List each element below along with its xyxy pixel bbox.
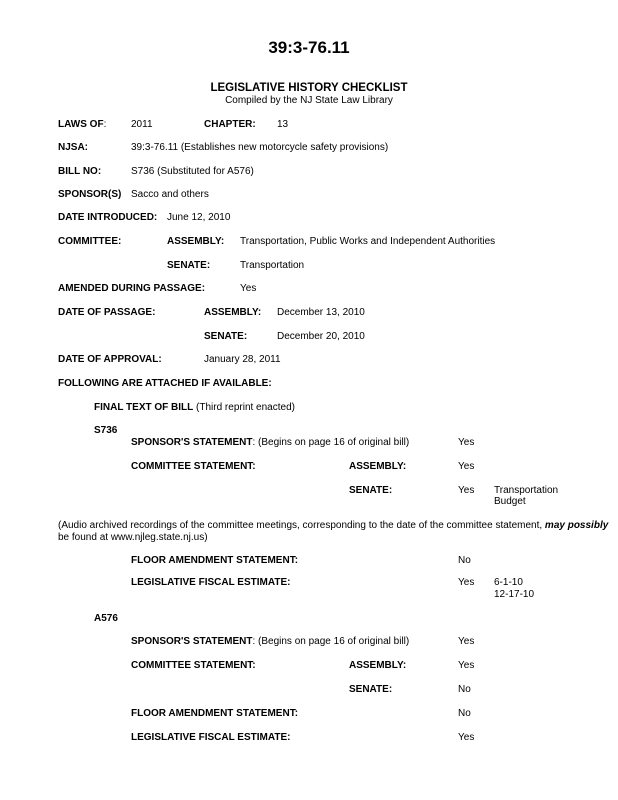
s736-senate-committee-2: Budget (494, 496, 526, 507)
s736-fiscal-date-2: 12-17-10 (494, 589, 535, 600)
committee-senate-label: SENATE: (167, 260, 211, 271)
passage-senate-label: SENATE: (204, 331, 248, 342)
sponsors-label: SPONSOR(S) (58, 189, 122, 200)
amended-value: Yes (240, 283, 257, 294)
s736-sponsor-value: Yes (458, 437, 475, 448)
a576-label: A576 (94, 613, 118, 624)
committee-senate-value: Transportation (240, 260, 305, 271)
sponsors-value: Sacco and others (131, 189, 209, 200)
passage-assembly-label: ASSEMBLY: (204, 307, 262, 318)
passage-senate-value: December 20, 2010 (277, 331, 365, 342)
s736-sponsor-statement: SPONSOR'S STATEMENT: (Begins on page 16 of original bill) (131, 437, 410, 448)
statute-title: 39:3-76.11 (268, 38, 350, 57)
a576-fiscal-label: LEGISLATIVE FISCAL ESTIMATE: (131, 732, 291, 743)
committee-assembly-value: Transportation, Public Works and Independent Authorities (240, 236, 496, 247)
s736-assembly-label: ASSEMBLY: (349, 461, 407, 472)
a576-assembly-label: ASSEMBLY: (349, 660, 407, 671)
s736-committee-statement-label: COMMITTEE STATEMENT: (131, 461, 256, 472)
amended-label: AMENDED DURING PASSAGE: (58, 283, 206, 294)
date-of-approval-label: DATE OF APPROVAL: (58, 354, 162, 365)
a576-senate-label: SENATE: (349, 684, 393, 695)
njsa-label: NJSA: (58, 142, 89, 153)
date-of-passage-label: DATE OF PASSAGE: (58, 307, 156, 318)
audio-note-line-1: (Audio archived recordings of the committee meetings, corresponding to the date of the committee statement, may possibly (58, 520, 609, 531)
a576-fiscal-value: Yes (458, 732, 475, 743)
chapter-label: CHAPTER: (204, 119, 256, 130)
passage-assembly-value: December 13, 2010 (277, 307, 365, 318)
s736-senate-committee-1: Transportation (494, 485, 559, 496)
a576-sponsor-statement: SPONSOR'S STATEMENT: (Begins on page 16 of original bill) (131, 636, 410, 647)
chapter-value: 13 (277, 119, 289, 130)
attached-heading: FOLLOWING ARE ATTACHED IF AVAILABLE: (58, 378, 272, 389)
s736-senate-value: Yes (458, 485, 475, 496)
date-introduced-label: DATE INTRODUCED: (58, 212, 158, 223)
committee-label: COMMITTEE: (58, 236, 122, 247)
laws-of-value: 2011 (131, 119, 153, 130)
a576-assembly-value: Yes (458, 660, 475, 671)
s736-floor-label: FLOOR AMENDMENT STATEMENT: (131, 555, 299, 566)
s736-label: S736 (94, 425, 118, 436)
committee-assembly-label: ASSEMBLY: (167, 236, 225, 247)
njsa-value: 39:3-76.11 (Establishes new motorcycle safety provisions) (131, 142, 389, 153)
final-text-of-bill: FINAL TEXT OF BILL (Third reprint enacted) (94, 402, 295, 413)
s736-fiscal-label: LEGISLATIVE FISCAL ESTIMATE: (131, 577, 291, 588)
s736-senate-label: SENATE: (349, 485, 393, 496)
date-of-approval-value: January 28, 2011 (204, 354, 281, 365)
laws-of-label: LAWS OF: (58, 119, 107, 130)
audio-note-line-2: be found at www.njleg.state.nj.us) (58, 532, 208, 543)
date-introduced-value: June 12, 2010 (167, 212, 231, 223)
a576-committee-statement-label: COMMITTEE STATEMENT: (131, 660, 256, 671)
checklist-title: LEGISLATIVE HISTORY CHECKLIST (210, 82, 408, 94)
a576-floor-label: FLOOR AMENDMENT STATEMENT: (131, 708, 299, 719)
a576-senate-value: No (458, 684, 471, 695)
s736-assembly-value: Yes (458, 461, 475, 472)
s736-fiscal-value: Yes (458, 577, 475, 588)
bill-no-label: BILL NO: (58, 166, 102, 177)
compiled-by: Compiled by the NJ State Law Library (225, 95, 393, 106)
a576-sponsor-value: Yes (458, 636, 475, 647)
a576-floor-value: No (458, 708, 471, 719)
s736-floor-value: No (458, 555, 471, 566)
s736-fiscal-date-1: 6-1-10 (494, 577, 523, 588)
bill-no-value: S736 (Substituted for A576) (131, 166, 254, 177)
